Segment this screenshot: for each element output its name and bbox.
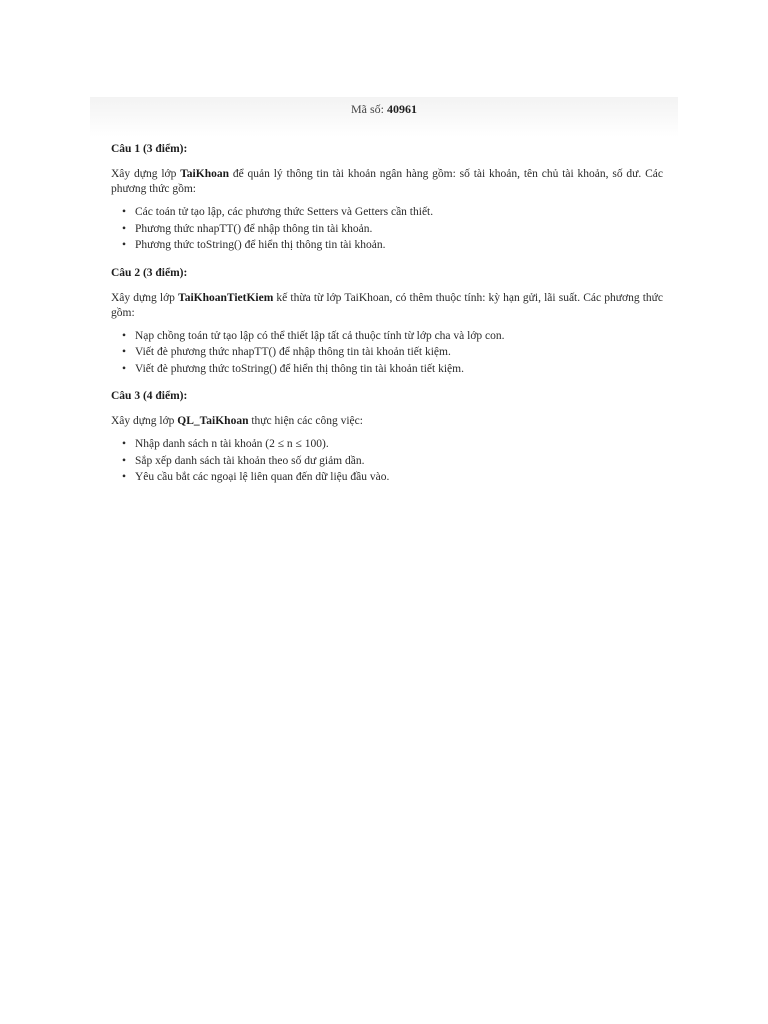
bullet-icon: •	[122, 471, 127, 483]
list-item-text: Phương thức toString() để hiển thị thông tin tài khoản.	[135, 239, 386, 251]
question-title: Câu 1 (3 điểm):	[111, 143, 188, 155]
list-item	[122, 361, 663, 378]
bullet-icon: •	[122, 346, 127, 358]
class-name: TaiKhoan	[180, 168, 229, 180]
list-item-text: Phương thức nhapTT() để nhập thông tin tài khoản.	[135, 222, 373, 235]
exam-content	[111, 142, 663, 498]
exam-code-label: Mã số:	[351, 102, 384, 116]
list-item-text: Các toán tử tạo lập, các phương thức Setters và Getters cần thiết.	[135, 206, 434, 218]
list-item-text: Sắp xếp danh sách tài khoản theo số dư giảm dần.	[135, 454, 365, 467]
class-name: QL_TaiKhoan	[177, 415, 249, 427]
list-item-text: Nạp chồng toán tử tạo lập có thể thiết lập tất cả thuộc tính từ lớp cha và lớp con.	[135, 329, 505, 342]
list-item	[122, 344, 663, 361]
bullet-icon: •	[122, 239, 127, 251]
list-item-text: Viết đè phương thức toString() để hiển thị thông tin tài khoản tiết kiệm.	[135, 362, 464, 375]
bullet-icon: •	[122, 362, 127, 375]
desc-text: Xây dựng lớp	[111, 168, 181, 180]
question-title: Câu 2 (3 điểm):	[111, 266, 188, 279]
requirement-list	[111, 204, 663, 254]
list-item	[122, 328, 663, 345]
desc-text: kế thừa từ lớp TaiKhoan, có thêm thuộc tính: kỳ hạn gửi, lãi suất. Các phương thức gồm:	[111, 291, 664, 319]
list-item-text: Viết đè phương thức nhapTT() để nhập thông tin tài khoản tiết kiệm.	[135, 346, 451, 358]
question-2	[111, 266, 663, 378]
desc-text: để quản lý thông tin tài khoản ngân hàng gồm: số tài khoản, tên chủ tài khoản, số dư. Các phương thức gồm:	[111, 168, 663, 195]
bullet-icon: •	[122, 454, 127, 467]
list-item	[122, 436, 663, 453]
class-name: TaiKhoanTietKiem	[178, 291, 274, 304]
bullet-icon: •	[122, 222, 127, 235]
question-description	[111, 291, 663, 321]
question-1	[111, 142, 663, 254]
exam-code	[90, 101, 678, 117]
list-item	[122, 237, 663, 254]
desc-text: Xây dựng lớp	[111, 291, 179, 304]
list-item-text: Yêu cầu bắt các ngoại lệ liên quan đến dữ liệu đầu vào.	[135, 471, 390, 483]
bullet-icon: •	[122, 438, 127, 450]
list-item	[122, 204, 663, 221]
list-item	[122, 221, 663, 238]
question-description	[111, 414, 663, 429]
bullet-icon: •	[122, 206, 127, 218]
question-title: Câu 3 (4 điểm):	[111, 390, 188, 402]
requirement-list	[111, 328, 663, 378]
question-3	[111, 389, 663, 486]
question-description	[111, 167, 663, 197]
list-item	[122, 469, 663, 486]
desc-text: Xây dựng lớp	[111, 415, 178, 427]
desc-text: thực hiện các công việc:	[248, 415, 363, 427]
list-item-text: Nhập danh sách n tài khoản (2 ≤ n ≤ 100).	[135, 438, 329, 450]
exam-code-value: 40961	[387, 102, 417, 116]
list-item	[122, 453, 663, 470]
bullet-icon: •	[122, 329, 127, 342]
requirement-list	[111, 436, 663, 486]
